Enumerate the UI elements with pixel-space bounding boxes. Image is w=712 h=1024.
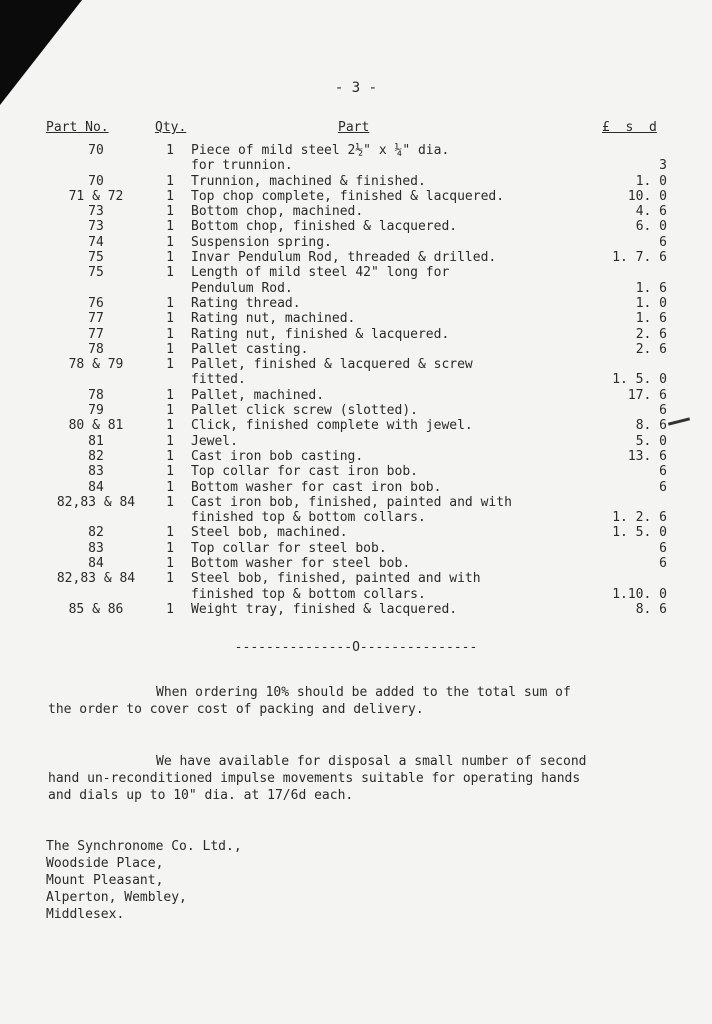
quantity: 1 (166, 403, 174, 419)
parts-row (0, 158, 712, 173)
price: 1. 5. 0 (612, 525, 667, 541)
part-number: 78 (88, 341, 104, 357)
quantity: 1 (166, 250, 174, 266)
part-description: Pendulum Rod. (191, 280, 293, 296)
parts-row (0, 143, 712, 158)
part-description: Click, finished complete with jewel. (191, 418, 473, 434)
header-currency: £ s d (602, 120, 657, 135)
quantity: 1 (166, 571, 174, 587)
part-number: 77 (88, 311, 104, 327)
quantity: 1 (166, 143, 174, 158)
part-description: Rating nut, machined. (191, 311, 356, 327)
part-description: Top collar for cast iron bob. (191, 464, 418, 480)
quantity: 1 (166, 265, 174, 281)
part-number: 81 (88, 433, 104, 449)
price: 1. 6 (635, 311, 667, 327)
disposal-note-line: and dials up to 10" dia. at 17/6d each. (48, 788, 354, 803)
parts-row (0, 464, 712, 479)
price: 5. 0 (635, 433, 667, 449)
part-description: Bottom washer for cast iron bob. (191, 479, 442, 495)
part-number: 83 (88, 540, 104, 556)
part-number: 83 (88, 464, 104, 480)
part-description: Rating thread. (191, 295, 301, 311)
parts-row (0, 342, 712, 357)
parts-list (0, 143, 712, 617)
quantity: 1 (166, 448, 174, 464)
part-description: Jewel. (191, 433, 238, 449)
address-line: Woodside Place, (46, 856, 164, 871)
quantity: 1 (166, 418, 174, 434)
ordering-note-line: When ordering 10% should be added to the total sum of (156, 685, 571, 700)
part-number: 73 (88, 204, 104, 220)
part-description: Length of mild steel 42" long for (191, 265, 450, 281)
parts-row (0, 418, 712, 433)
parts-row (0, 204, 712, 219)
quantity: 1 (166, 556, 174, 572)
quantity: 1 (166, 173, 174, 189)
parts-row (0, 602, 712, 617)
part-number: 82,83 & 84 (56, 494, 136, 510)
parts-row (0, 587, 712, 602)
parts-row (0, 403, 712, 418)
part-number: 75 (88, 250, 104, 266)
parts-row (0, 372, 712, 387)
page-number: - 3 - (334, 80, 378, 96)
price: 6 (659, 234, 667, 250)
disposal-note (48, 753, 678, 804)
quantity: 1 (166, 357, 174, 373)
quantity: 1 (166, 204, 174, 220)
part-description: Steel bob, finished, painted and with (191, 571, 481, 587)
quantity: 1 (166, 525, 174, 541)
part-number: 82 (88, 448, 104, 464)
price: 6. 0 (635, 219, 667, 235)
price: 1. 2. 6 (612, 510, 667, 526)
parts-row (0, 449, 712, 464)
part-number: 79 (88, 403, 104, 419)
quantity: 1 (166, 494, 174, 510)
part-description: finished top & bottom collars. (191, 586, 426, 602)
price: 8. 6 (635, 418, 667, 434)
parts-row (0, 480, 712, 495)
parts-row (0, 357, 712, 372)
section-divider: ---------------O--------------- (234, 640, 478, 655)
part-description: Pallet, machined. (191, 387, 325, 403)
address-line: Alperton, Wembley, (46, 890, 187, 905)
parts-row (0, 235, 712, 250)
part-description: Rating nut, finished & lacquered. (191, 326, 450, 342)
quantity: 1 (166, 464, 174, 480)
ordering-note (48, 684, 678, 718)
price: 1. 0 (635, 173, 667, 189)
price: 6 (659, 464, 667, 480)
parts-row (0, 296, 712, 311)
part-description: finished top & bottom collars. (191, 510, 426, 526)
part-number: 84 (88, 556, 104, 572)
parts-row (0, 327, 712, 342)
quantity: 1 (166, 326, 174, 342)
part-description: fitted. (191, 372, 246, 388)
parts-row (0, 189, 712, 204)
parts-row (0, 219, 712, 234)
part-number: 76 (88, 295, 104, 311)
parts-row (0, 495, 712, 510)
parts-row (0, 541, 712, 556)
header-qty: Qty. (155, 120, 187, 135)
part-number: 73 (88, 219, 104, 235)
part-number: 85 & 86 (68, 601, 124, 617)
parts-row (0, 265, 712, 280)
part-description: Steel bob, machined. (191, 525, 348, 541)
price: 1. 0 (635, 295, 667, 311)
parts-row (0, 311, 712, 326)
price: 1. 7. 6 (612, 250, 667, 266)
price: 1. 6 (635, 280, 667, 296)
part-description: Top collar for steel bob. (191, 540, 387, 556)
parts-row (0, 281, 712, 296)
part-number: 70 (88, 143, 104, 158)
part-description: Pallet casting. (191, 341, 309, 357)
quantity: 1 (166, 234, 174, 250)
quantity: 1 (166, 601, 174, 617)
price: 2. 6 (635, 326, 667, 342)
part-description: Suspension spring. (191, 234, 332, 250)
price: 1.10. 0 (612, 586, 667, 602)
part-description: Weight tray, finished & lacquered. (191, 601, 458, 617)
address-line: Mount Pleasant, (46, 873, 164, 888)
parts-row (0, 388, 712, 403)
part-number: 80 & 81 (68, 418, 124, 434)
parts-row (0, 434, 712, 449)
quantity: 1 (166, 433, 174, 449)
disposal-note-line: hand un-reconditioned impulse movements suitable for operating hands (48, 771, 581, 786)
parts-row (0, 510, 712, 525)
price: 6 (659, 479, 667, 495)
part-number: 82 (88, 525, 104, 541)
part-description: Pallet, finished & lacquered & screw (191, 357, 473, 373)
quantity: 1 (166, 188, 174, 204)
quantity: 1 (166, 387, 174, 403)
price: 6 (659, 403, 667, 419)
part-description: Top chop complete, finished & lacquered. (191, 188, 505, 204)
part-number: 70 (88, 173, 104, 189)
price: 4. 6 (635, 204, 667, 220)
price: 6 (659, 556, 667, 572)
quantity: 1 (166, 341, 174, 357)
price: 10. 0 (627, 188, 667, 204)
quantity: 1 (166, 219, 174, 235)
part-number: 82,83 & 84 (56, 571, 136, 587)
part-description: Cast iron bob casting. (191, 448, 364, 464)
part-description: Pallet click screw (slotted). (191, 403, 418, 419)
part-description: Bottom chop, machined. (191, 204, 364, 220)
quantity: 1 (166, 540, 174, 556)
price: 1. 5. 0 (612, 372, 667, 388)
price: 17. 6 (627, 387, 667, 403)
parts-row (0, 250, 712, 265)
part-description: for trunnion. (191, 158, 293, 174)
part-number: 84 (88, 479, 104, 495)
quantity: 1 (166, 311, 174, 327)
part-number: 78 (88, 387, 104, 403)
part-number: 74 (88, 234, 104, 250)
part-number: 71 & 72 (68, 188, 124, 204)
ordering-note-line: the order to cover cost of packing and delivery. (48, 702, 424, 717)
parts-row (0, 174, 712, 189)
parts-row (0, 556, 712, 571)
part-number: 78 & 79 (68, 357, 124, 373)
price: 3 (659, 158, 667, 174)
parts-row (0, 571, 712, 586)
price: 6 (659, 540, 667, 556)
company-address (46, 838, 242, 923)
address-line: The Synchronome Co. Ltd., (46, 839, 242, 854)
quantity: 1 (166, 479, 174, 495)
part-description: Cast iron bob, finished, painted and with (191, 494, 512, 510)
price: 13. 6 (627, 448, 667, 464)
part-number: 77 (88, 326, 104, 342)
part-description: Piece of mild steel 2½" x ¼" dia. (191, 143, 450, 158)
address-line: Middlesex. (46, 907, 125, 922)
header-part-no: Part No. (46, 120, 109, 135)
part-description: Bottom washer for steel bob. (191, 556, 411, 572)
disposal-note-line: We have available for disposal a small number of second (156, 754, 587, 769)
parts-row (0, 525, 712, 540)
part-description: Invar Pendulum Rod, threaded & drilled. (191, 250, 497, 266)
price: 2. 6 (635, 341, 667, 357)
part-number: 75 (88, 265, 104, 281)
quantity: 1 (166, 295, 174, 311)
price: 8. 6 (635, 601, 667, 617)
part-description: Trunnion, machined & finished. (191, 173, 426, 189)
part-description: Bottom chop, finished & lacquered. (191, 219, 458, 235)
header-part: Part (338, 120, 370, 135)
